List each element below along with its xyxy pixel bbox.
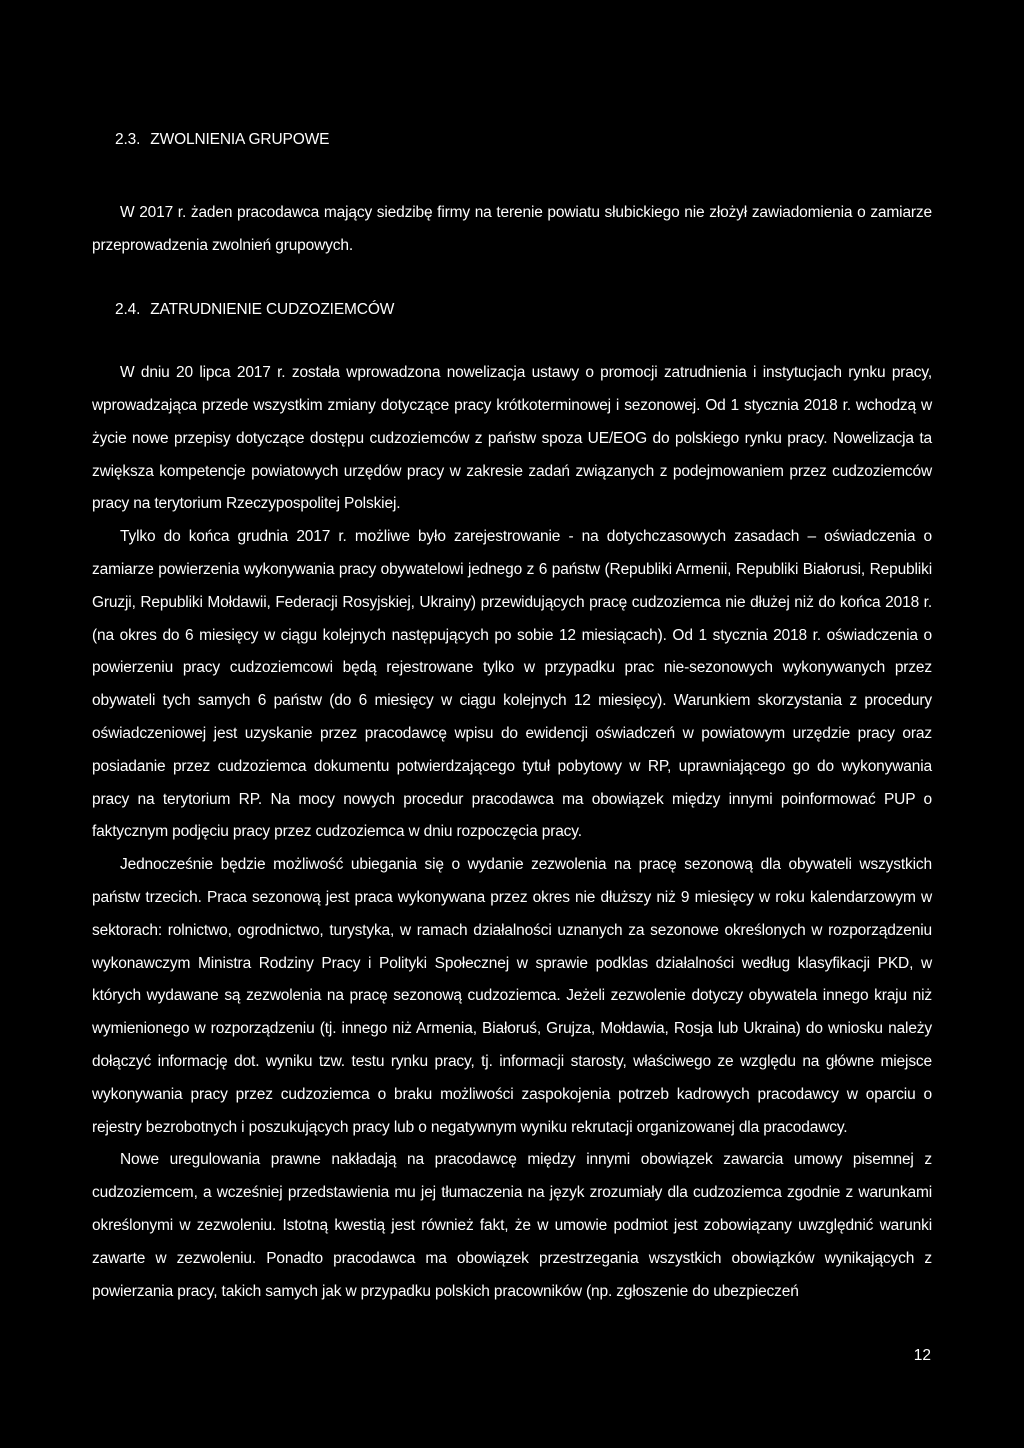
- paragraph-seasonal-work: Jednocześnie będzie możliwość ubiegania się o wydanie zezwolenia na pracę sezonową dla obywateli wszystkich państw trzecich. Praca sezonową jest praca wykonywana przez okres nie dłuższy niż 9 miesięcy w roku kalendarzowym w sektorach: rolnictwo, ogrodnictwo, turystyka, w ramach działalności uznanych za sezonowe określonych w rozporządzeniu wykonawczym Ministra Rodziny Pracy i Polityki Społecznej w sprawie podklas działalności według klasyfikacji PKD, w których wydawane są zezwolenia na pracę sezonową cudzoziemca. Jeżeli zezwolenie dotyczy obywatela innego kraju niż wymienionego w rozporządzeniu (tj. innego niż Armenia, Białoruś, Grujza, Mołdawia, Rosja lub Ukraina) do wniosku należy dołączyć informację dot. wyniku tzw. testu rynku pracy, tj. informacji starosty, właściwego ze względu na główne miejsce wykonywania pracy przez cudzoziemca o braku możliwości zaspokojenia potrzeb kadrowych pracodawcy w oparciu o rejestry bezrobotnych i poszukujących pracy lub o negatywnym wyniku rekrutacji organizowanej dla pracodawcy.: [92, 856, 932, 1136]
- section-title: ZATRUDNIENIE CUDZOZIEMCÓW: [150, 301, 395, 319]
- paragraph-declarations: Tylko do końca grudnia 2017 r. możliwe było zarejestrowanie - na dotychczasowych zasadach – oświadczenia o zamiarze powierzenia wykonywania pracy obywatelowi jednego z 6 państw (Republiki Armenii, Republiki Białorusi, Republiki Gruzji, Republiki Mołdawii, Federacji Rosyjskiej, Ukrainy) przewidujących pracę cudzoziemca nie dłużej niż do końca 2018 r. (na okres do 6 miesięcy w ciągu kolejnych następujących po sobie 12 miesiącach). Od 1 stycznia 2018 r. oświadczenia o powierzeniu pracy cudzoziemcowi będą rejestrowane tylko w przypadku prac nie-sezonowych wykonywanych przez obywateli tych samych 6 państw (do 6 miesięcy w ciągu kolejnych 12 miesięcy). Warunkiem skorzystania z procedury oświadczeniowej jest uzyskanie przez pracodawcę wpisu do ewidencji oświadczeń w powiatowym urzędzie pracy oraz posiadanie przez cudzoziemca dokumentu potwierdzającego tytuł pobytowy w RP, uprawniającego go do wykonywania pracy na terytorium RP. Na mocy nowych procedur pracodawca ma obowiązek między innymi poinformować PUP o faktycznym podjęciu pracy przez cudzoziemca w dniu rozpoczęcia pracy.: [92, 528, 932, 841]
- section-heading-2-3: [92, 124, 932, 157]
- section-number: 2.4.: [115, 301, 141, 319]
- page-content: [92, 124, 932, 1308]
- paragraph-collective-layoffs: W 2017 r. żaden pracodawca mający siedzibę firmy na terenie powiatu słubickiego nie złożył zawiadomienia o zamiarze przeprowadzenia zwolnień grupowych.: [92, 203, 932, 254]
- paragraph-amendment: W dniu 20 lipca 2017 r. została wprowadzona nowelizacja ustawy o promocji zatrudnienia i instytucjach rynku pracy, wprowadzająca przede wszystkim zmiany dotyczące pracy krótkoterminowej i sezonowej. Od 1 stycznia 2018 r. wchodzą w życie nowe przepisy dotyczące dostępu cudzoziemców z państw spoza UE/EOG do polskiego rynku pracy. Nowelizacja ta zwiększa kompetencje powiatowych urzędów pracy w zakresie zadań związanych z podejmowaniem przez cudzoziemców pracy na terytorium Rzeczypospolitej Polskiej.: [92, 364, 932, 513]
- paragraph-employer-obligations: Nowe uregulowania prawne nakładają na pracodawcę między innymi obowiązek zawarcia umowy pisemnej z cudzoziemcem, a wcześniej przedstawienia mu jej tłumaczenia na język zrozumiały dla cudzoziemca zgodnie z warunkami określonymi w zezwoleniu. Istotną kwestią jest również fakt, że w umowie podmiot jest zobowiązany uwzględnić warunki zawarte w zezwoleniu. Ponadto pracodawca ma obowiązek przestrzegania wszystkich obowiązków wynikających z powierzania pracy, takich samych jak w przypadku polskich pracowników (np. zgłoszenie do ubezpieczeń: [92, 1151, 932, 1300]
- section-title: ZWOLNIENIA GRUPOWE: [150, 131, 330, 148]
- section-number: 2.3.: [115, 131, 141, 148]
- section-heading-2-4: [92, 294, 932, 327]
- page-number: 12: [913, 1347, 931, 1364]
